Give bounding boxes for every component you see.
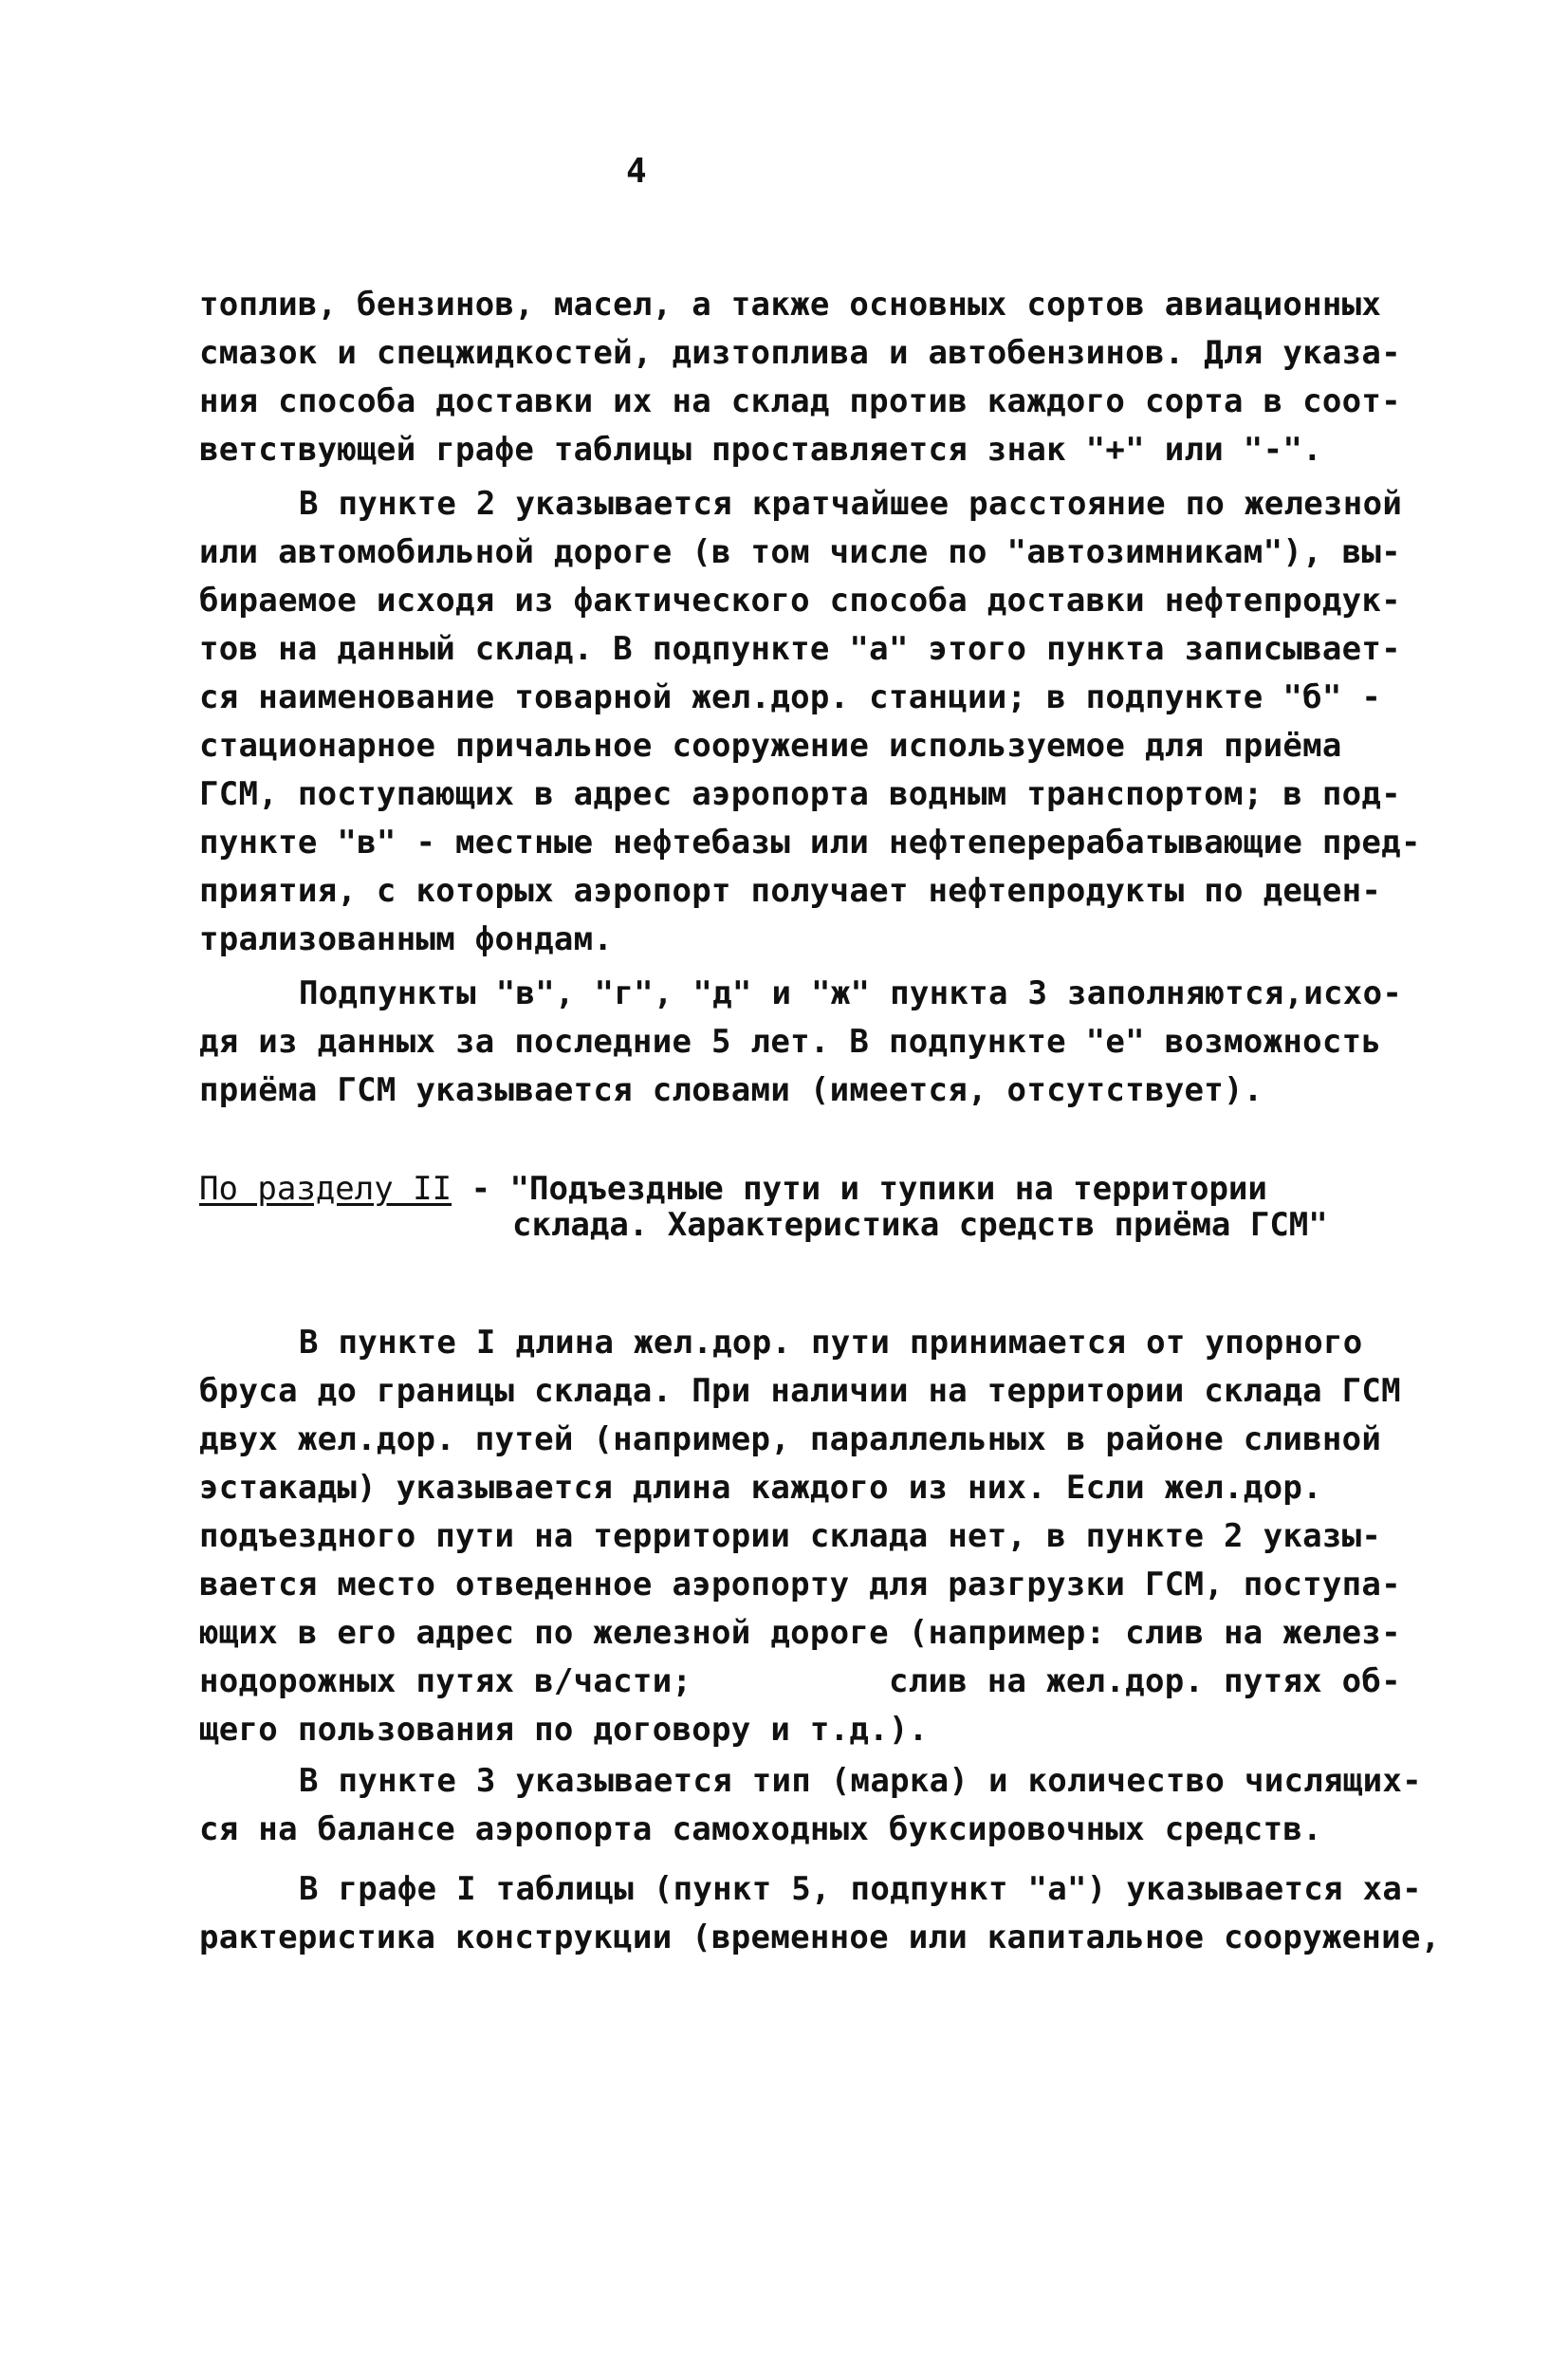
text-line: стационарное причальное сооружение используемое для приёма (199, 727, 1342, 765)
paragraph-fuel-types (199, 281, 1401, 474)
text-line: пункте "в" - местные нефтебазы или нефтеперерабатывающие пред- (199, 824, 1421, 862)
text-line: вается место отведенное аэропорту для разгрузки ГСМ, поступа- (199, 1566, 1401, 1603)
paragraph-item-3-towing (199, 1757, 1422, 1854)
page-number: 4 (626, 152, 647, 191)
text-line: ГСМ, поступающих в адрес аэропорта водным транспортом; в под- (199, 775, 1401, 813)
text-line: ющих в его адрес по железной дороге (например: слив на желез- (199, 1614, 1401, 1652)
text-line: В пункте 2 указывается кратчайшее расстояние по железной (299, 485, 1403, 523)
text-line: ся на балансе аэропорта самоходных буксировочных средств. (199, 1810, 1322, 1848)
text-line: В пункте I длина жел.дор. пути принимается от упорного (299, 1324, 1363, 1362)
text-line: подъездного пути на территории склада нет, в пункте 2 указы- (199, 1517, 1382, 1555)
text-line: двух жел.дор. путей (например, параллельных в районе сливной (199, 1420, 1382, 1458)
section-label: По разделу II (199, 1170, 452, 1208)
text-line: В пункте 3 указывается тип (марка) и количество числящих- (299, 1762, 1422, 1800)
paragraph-table-column-1 (199, 1865, 1441, 1962)
section-heading (199, 1171, 1328, 1243)
text-line: щего пользования по договору и т.д.). (199, 1711, 929, 1749)
section-title-line1: "Подъездные пути и тупики на территории (509, 1170, 1267, 1208)
text-line: В графе I таблицы (пункт 5, подпункт "а") указывается ха- (299, 1870, 1422, 1908)
section-title-line2: склада. Характеристика средств приёма ГСМ" (512, 1206, 1328, 1244)
text-line: дя из данных за последние 5 лет. В подпункте "е" возможность (199, 1023, 1382, 1061)
text-line: эстакады) указывается длина каждого из них. Если жел.дор. (199, 1469, 1322, 1507)
paragraph-item-1-railway (199, 1319, 1401, 1754)
text-line: Подпункты "в", "г", "д" и "ж" пункта 3 заполняются,исхо- (299, 974, 1403, 1012)
text-line: ветствующей графе таблицы проставляется знак "+" или "-". (199, 431, 1322, 469)
text-line: рактеристика конструкции (временное или капитальное сооружение, (199, 1918, 1441, 1956)
text-line: трализованным фондам. (199, 920, 614, 958)
paragraph-subitems-3 (199, 970, 1403, 1115)
text-line: топлив, бензинов, масел, а также основных сортов авиационных (199, 286, 1382, 324)
text-line: бруса до границы склада. При наличии на территории склада ГСМ (199, 1372, 1401, 1410)
text-line: бираемое исходя из фактического способа доставки нефтепродук- (199, 582, 1401, 620)
text-line: ся наименование товарной жел.дор. станции; в подпункте "б" - (199, 678, 1382, 716)
text-line: приёма ГСМ указывается словами (имеется, отсутствует). (199, 1071, 1264, 1109)
paragraph-item-2 (199, 480, 1421, 964)
text-line: тов на данный склад. В подпункте "а" этого пункта записывает- (199, 630, 1401, 668)
text-line: приятия, с которых аэропорт получает нефтепродукты по децен- (199, 872, 1382, 910)
section-dash: - (452, 1170, 510, 1208)
text-line: смазок и спецжидкостей, дизтоплива и автобензинов. Для указа- (199, 334, 1401, 372)
text-line: нодорожных путях в/части; слив на жел.дор. путях об- (199, 1662, 1401, 1700)
text-line: или автомобильной дороге (в том числе по "автозимникам"), вы- (199, 533, 1401, 571)
text-line: ния способа доставки их на склад против каждого сорта в соот- (199, 382, 1401, 420)
